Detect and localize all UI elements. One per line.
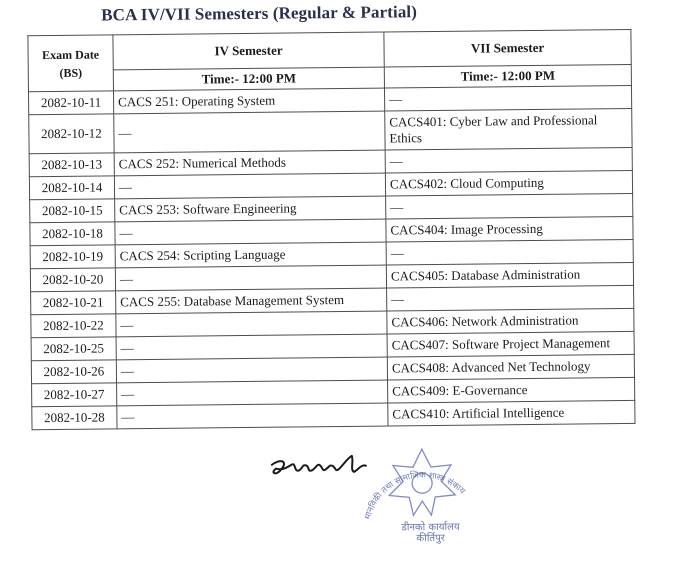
vii-semester-cell: CACS404: Image Processing [386, 216, 633, 242]
iv-semester-cell: CACS 253: Software Engineering [115, 196, 386, 222]
iv-semester-cell: — [115, 265, 386, 291]
exam-date-cell: 2082-10-21 [31, 291, 116, 315]
iv-semester-header: IV Semester [113, 32, 384, 70]
iv-semester-cell: CACS 251: Operating System [113, 88, 384, 114]
seal-line-office: डीनको कार्यालय [401, 521, 460, 534]
seal-ring-text: मानविकी तथा सामाजिक शास्त्र संकाय [363, 470, 467, 521]
exam-date-unit: (BS) [59, 65, 83, 80]
exam-date-cell: 2082-10-27 [32, 383, 117, 407]
exam-date-cell: 2082-10-20 [30, 268, 115, 292]
exam-date-cell: 2082-10-28 [32, 406, 117, 430]
iv-semester-cell: — [114, 111, 385, 153]
iv-semester-cell: CACS 255: Database Management System [116, 288, 387, 314]
vii-semester-cell: — [386, 239, 633, 265]
seal-line-place: कीर्तिपुर [416, 532, 445, 545]
vii-semester-cell: — [387, 285, 634, 311]
exam-date-label: Exam Date [42, 47, 100, 62]
vii-semester-cell: CACS407: Software Project Management [387, 331, 634, 357]
seal-text-block [381, 522, 481, 545]
vii-time-header: Time:- 12:00 PM [384, 64, 631, 88]
iv-semester-cell: — [117, 403, 388, 429]
iv-semester-cell: CACS 254: Scripting Language [115, 242, 386, 268]
exam-date-cell: 2082-10-13 [29, 153, 114, 177]
vii-semester-cell: CACS401: Cyber Law and Professional Ethics [385, 108, 632, 150]
vii-semester-cell: CACS405: Database Administration [386, 262, 633, 288]
exam-date-cell: 2082-10-12 [29, 114, 114, 154]
exam-schedule-table [27, 29, 635, 430]
vii-semester-cell: — [385, 147, 632, 173]
iv-semester-cell: — [117, 380, 388, 406]
iv-time-header: Time:- 12:00 PM [113, 67, 384, 91]
exam-date-cell: 2082-10-15 [30, 199, 115, 223]
exam-date-cell: 2082-10-22 [31, 314, 116, 338]
document-title: BCA IV/VII Semesters (Regular & Partial) [101, 2, 418, 25]
iv-semester-cell: — [116, 334, 387, 360]
iv-semester-cell: — [115, 219, 386, 245]
vii-semester-cell: CACS402: Cloud Computing [385, 170, 632, 196]
exam-date-header [28, 35, 114, 92]
vii-semester-cell: CACS408: Advanced Net Technology [387, 354, 634, 380]
iv-semester-cell: — [116, 311, 387, 337]
exam-date-cell: 2082-10-14 [29, 176, 114, 200]
iv-semester-cell: CACS 252: Numerical Methods [114, 150, 385, 176]
exam-date-cell: 2082-10-11 [28, 91, 113, 115]
schedule-row [29, 108, 632, 153]
exam-date-cell: 2082-10-26 [31, 360, 116, 384]
vii-semester-cell: — [384, 85, 631, 111]
exam-date-cell: 2082-10-18 [30, 222, 115, 246]
vii-semester-header: VII Semester [384, 29, 631, 67]
iv-semester-cell: — [116, 357, 387, 383]
vii-semester-cell: CACS409: E-Governance [388, 377, 635, 403]
schedule-rows [28, 85, 635, 429]
vii-semester-cell: CACS410: Artificial Intelligence [388, 400, 635, 426]
exam-date-cell: 2082-10-25 [31, 337, 116, 361]
exam-date-cell: 2082-10-19 [30, 245, 115, 269]
vii-semester-cell: — [386, 193, 633, 219]
iv-semester-cell: — [114, 173, 385, 199]
schedule-row [32, 400, 635, 429]
vii-semester-cell: CACS406: Network Administration [387, 308, 634, 334]
